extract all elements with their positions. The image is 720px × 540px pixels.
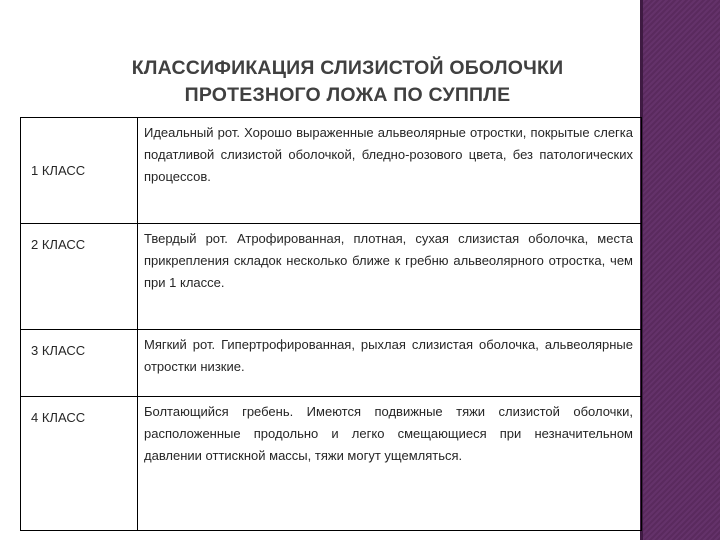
table-row-class-3 [21, 330, 642, 397]
class-description-cell: Мягкий рот. Гипертрофированная, рыхлая слизистая оболочка, альвеолярные отростки низкие. [138, 330, 642, 397]
title-line-1: КЛАССИФИКАЦИЯ СЛИЗИСТОЙ ОБОЛОЧКИ [131, 57, 564, 79]
class-description-cell: Твердый рот. Атрофированная, плотная, сухая слизистая оболочка, места прикрепления складок несколько ближе к гребню альвеолярного отростка, чем при 1 классе. [138, 224, 642, 330]
classification-table [20, 117, 642, 531]
class-label-cell: 2 КЛАСС [21, 224, 138, 330]
slide-title [60, 55, 635, 109]
table-row-class-2 [21, 224, 642, 330]
class-label-cell: 4 КЛАСС [21, 397, 138, 531]
class-label-cell: 3 КЛАСС [21, 330, 138, 397]
title-line-2: ПРОТЕЗНОГО ЛОЖА ПО СУППЛЕ [184, 84, 511, 106]
decorative-side-band [640, 0, 720, 540]
class-label-cell: 1 КЛАСС [21, 118, 138, 224]
table-row-class-1 [21, 118, 642, 224]
table-row-class-4 [21, 397, 642, 531]
class-description-cell: Болтающийся гребень. Имеются подвижные тяжи слизистой оболочки, расположенные продольно и легко смещающиеся при незначительном давлении оттискной массы, тяжи могут ущемляться. [138, 397, 642, 531]
class-description-cell: Идеальный рот. Хорошо выраженные альвеолярные отростки, покрытые слегка податливой слизистой оболочкой, бледно-розового цвета, без патологических процессов. [138, 118, 642, 224]
